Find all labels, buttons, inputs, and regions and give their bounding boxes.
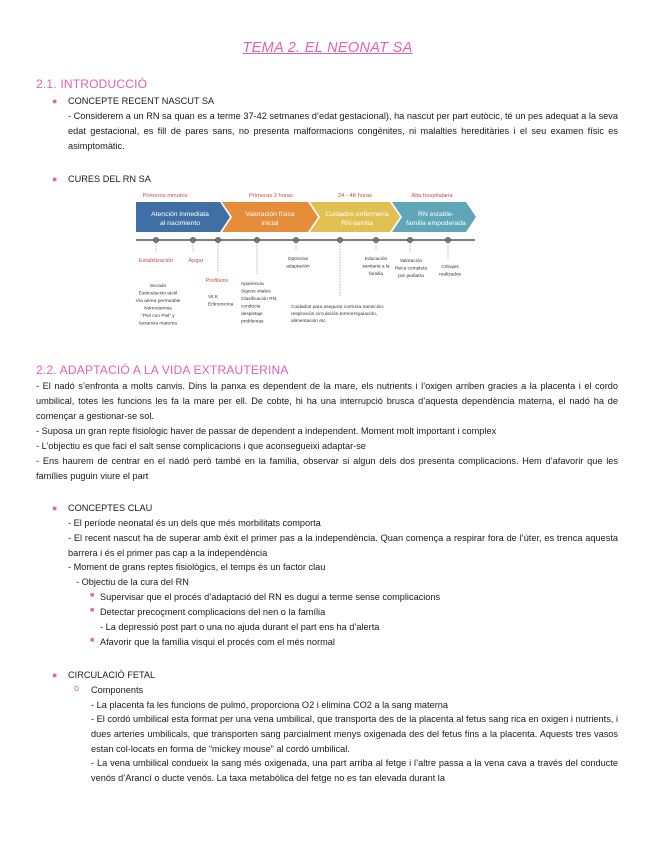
page-title: TEMA 2. EL NEONAT SA xyxy=(242,40,413,56)
list-item: Supervisar que el procés d’adaptació del RN es dugui a terme sense complicacions xyxy=(100,592,441,602)
svg-text:problemas: problemas xyxy=(241,319,264,325)
svg-text:respiración,circulación,termor: respiración,circulación,termorregulación, xyxy=(291,312,378,317)
paragraph: - Suposa un gran repte fisiològic haver de passar de dependent a independent. Moment molt important i complex xyxy=(36,426,497,436)
svg-text:Clasificación RN,: Clasificación RN, xyxy=(241,297,278,302)
small-square-bullet-icon: ■ xyxy=(90,637,95,644)
bullet-icon: ● xyxy=(52,174,58,184)
svg-text:“Piel con Piel” y: “Piel con Piel” y xyxy=(141,314,175,319)
list-item: - El període neonatal és un dels que més morbilitats comporta xyxy=(68,518,321,528)
phase-label: Valoración física xyxy=(245,211,295,218)
list-item: - La vena umbilical condueix la sang més oxigenada, una part arriba al fetge i l’altre passa a la vena cava a través del conducte venós d’Arancí o ducte venós. La taxa metabòlica del fetge no es tan elevada durant la xyxy=(91,758,618,783)
bullet-label-concepte: CONCEPTE RECENT NASCUT SA xyxy=(68,96,215,106)
svg-text:Vía aérea permeable: Vía aérea permeable xyxy=(135,299,181,304)
phase-label: inicial xyxy=(261,220,279,227)
svg-text:Cuidados para asegurar correct: Cuidados para asegurar correcta transición: xyxy=(291,305,385,310)
svg-text:sanitaria a la: sanitaria a la xyxy=(362,264,390,270)
paragraph: - El nadó s’enfronta a molts canvis. Dins la panxa es dependent de la mare, els nutrients i l’oxigen arriben gracies a la placenta i el cordo umbilical, totes les funcions les fa la mare per ell. De cobte, hi ha una interrupció brusca d’aquesta dependència materna, el nadó ha de començar a gestionar-se sol. xyxy=(36,381,618,421)
svg-text:Cribajes: Cribajes xyxy=(441,265,459,270)
svg-text:alimentación etc: alimentación etc xyxy=(291,319,326,324)
svg-text:Eritromicina: Eritromicina xyxy=(208,302,234,308)
list-item: - Objectiu de la cura del RN xyxy=(76,577,189,587)
phase-label: al nacimiento xyxy=(159,220,201,227)
stage-label: Estabilización xyxy=(138,258,174,264)
section-heading-adaptacio: 2.2. ADAPTACIÓ A LA VIDA EXTRAUTERINA xyxy=(36,363,289,377)
svg-text:Educación: Educación xyxy=(364,257,388,262)
phase-label: Cuidados enfermería xyxy=(325,211,389,218)
small-square-bullet-icon: ■ xyxy=(90,592,95,599)
svg-text:despistaje: despistaje xyxy=(241,312,263,317)
circle-bullet-icon: o xyxy=(74,683,80,693)
svg-text:lactancia materna: lactancia materna xyxy=(139,321,177,327)
small-square-bullet-icon: ■ xyxy=(90,607,95,614)
phase-header: 24 - 48 horas xyxy=(337,193,373,199)
svg-text:Apariencia: Apariencia xyxy=(241,282,264,287)
paragraph: - L’objectiu es que faci el salt sense complicacions i que aconsegueixi adaptar-se xyxy=(36,441,366,451)
phase-label: Atención inmediata xyxy=(151,211,209,218)
svg-text:Normotermia: Normotermia xyxy=(144,306,172,312)
svg-text:Estimulación táctil: Estimulación táctil xyxy=(138,291,178,297)
list-item: Detectar precoçment complicacions del nen o la família xyxy=(100,607,326,617)
list-item: - Moment de grans reptes fisiològics, el temps és un factor clau xyxy=(68,562,326,572)
svg-text:familia: familia xyxy=(369,272,383,277)
list-item: - El cordó umbilical esta format per una vena umbilical, que transporta des de la placenta al fetus sang rica en oxigen i nutrients, i dues arteries umbilicals, que transporten sang parcialment menys oxigenada des del fetus fins a la placenta. Aquests tres vasos estan col·locats en forma de “mickey mouse” al cordó umbilical. xyxy=(91,714,618,754)
sub-heading-components: Components xyxy=(91,685,144,695)
stage-label: Apgar xyxy=(188,258,204,264)
paragraph-concepte: - Considerem a un RN sa quan es a terme 37-42 setmanes d’edat gestacional), ha nascut per part eutòcic, té un pes adequat a la seva edat gestacional, es fill de pares sans, no presenta malformacions congènites, ni malalties hereditàries i el seu examen físic es asimptomàtic. xyxy=(68,111,618,151)
list-item: - El recent nascut ha de superar amb èxit el primer pas a la independència. Quan comença a respirar fora de l’úter, es trenca aquesta barrera i és el primer pas cap a la independència xyxy=(68,533,618,558)
svg-text:por pediatra: por pediatra xyxy=(398,274,424,279)
bullet-label-conceptes: CONCEPTES CLAU xyxy=(68,503,153,513)
bullet-label-circulacio: CIRCULACIÓ FETAL xyxy=(68,670,156,680)
svg-text:Vit K: Vit K xyxy=(208,295,219,300)
bullet-icon: ● xyxy=(52,503,58,513)
svg-text:física completa: física completa xyxy=(395,266,427,272)
phase-label: RN-familia xyxy=(341,220,373,227)
phase-header: Primeras 2 horas xyxy=(248,193,294,199)
paragraph: - Ens haurem de centrar en el nadó però també en la família, observar si algun dels dos presenta complicacions. Hem d’afavorir que les famílies puguin viure el part xyxy=(36,456,618,481)
svg-text:Optimizar: Optimizar xyxy=(287,257,309,262)
phase-label: RN estable- xyxy=(418,211,454,218)
svg-text:conducta: conducta xyxy=(241,304,261,310)
bullet-icon: ● xyxy=(52,670,58,680)
phase-header: Primeros minutos xyxy=(142,193,188,199)
svg-text:realizados: realizados xyxy=(439,272,461,278)
svg-text:adaptación: adaptación xyxy=(286,264,310,270)
bullet-label-cures: CURES DEL RN SA xyxy=(68,174,151,184)
list-item: - La depressió post part o una no ajuda durant el part ens ha d’alerta xyxy=(100,622,380,632)
svg-text:Signos vitales: Signos vitales xyxy=(241,289,271,295)
section-heading-introduccio: 2.1. INTRODUCCIÓ xyxy=(36,77,148,91)
rn-care-timeline-diagram xyxy=(120,188,490,338)
phase-header: Alta hospitalaria xyxy=(411,193,453,199)
stage-label: Profilaxis xyxy=(205,278,229,284)
list-item: Afavorir que la família visqui el procés com el més normal xyxy=(100,637,335,647)
svg-text:Secado: Secado xyxy=(149,284,167,289)
list-item: - La placenta fa les funcions de pulmó, proporciona O2 i elimina CO2 a la sang materna xyxy=(91,700,448,710)
phase-label: familia empoderada xyxy=(406,220,466,227)
svg-text:Valoración: Valoración xyxy=(399,259,423,264)
bullet-icon: ● xyxy=(52,96,58,106)
